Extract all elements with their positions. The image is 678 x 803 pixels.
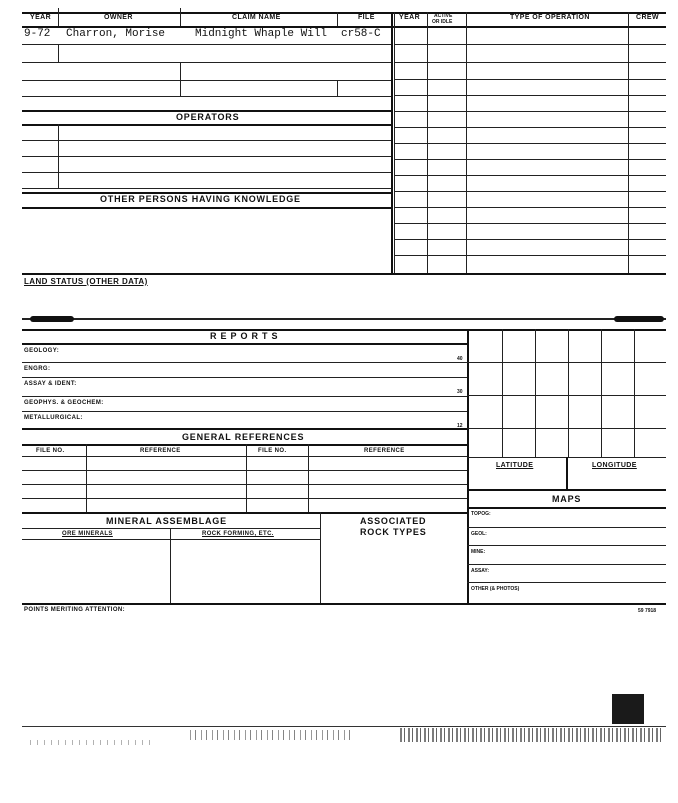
header-year: YEAR [30,14,52,21]
general-references-title: GENERAL REFERENCES [182,432,305,442]
header-active: ACTIVE [434,13,453,19]
row1-year: 9-72 [24,28,51,40]
report-row-metallurgical: METALLURGICAL: [24,415,83,421]
report-num-assay: 30 [457,389,463,395]
latitude-label: LATITUDE [496,462,534,469]
scan-noise-left [30,740,150,745]
form-number: 59 7918 [638,608,657,614]
genref-header-file-no-2: FILE NO. [258,448,287,454]
separator-band [22,318,666,320]
associated-rock-types-1: ASSOCIATED [360,516,427,526]
associated-rock-types-2: ROCK TYPES [360,527,427,537]
mineral-assemblage-title: MINERAL ASSEMBLAGE [106,516,227,526]
report-row-engrg: ENGRG: [24,366,51,372]
report-num-geology: 40 [457,356,463,362]
scan-dark-block [612,694,644,724]
genref-header-reference-1: REFERENCE [140,448,181,454]
report-row-geophys: GEOPHYS. & GEOCHEM: [24,400,104,406]
rock-forming-header: ROCK FORMING, ETC. [202,531,274,537]
maps-other-photos: OTHER (& PHOTOS) [471,586,520,592]
scan-line [22,726,666,727]
maps-geol: GEOL: [471,531,487,537]
header-year-right: YEAR [399,14,421,21]
operators-title: OPERATORS [176,112,240,122]
maps-assay: ASSAY: [471,568,490,574]
header-crew: CREW [636,14,659,21]
scan-noise-right [400,728,664,742]
report-num-metallurgical: 12 [457,423,463,429]
band-mark-left [30,316,74,322]
report-row-geology: GEOLOGY: [24,348,60,354]
points-meriting-label: POINTS MERITING ATTENTION: [24,607,126,613]
genref-header-reference-2: REFERENCE [364,448,405,454]
reports-title: REPORTS [210,331,282,341]
maps-mine: MINE: [471,549,486,555]
band-mark-right [614,316,664,322]
header-type-of-operation: TYPE OF OPERATION [510,14,590,21]
row1-file: cr58-C [341,28,381,40]
land-status-label: LAND STATUS (OTHER DATA) [24,277,148,286]
header-or-idle: OR IDLE [432,19,453,25]
genref-header-file-no-1: FILE NO. [36,448,65,454]
ore-minerals-header: ORE MINERALS [62,531,113,537]
header-owner: OWNER [104,14,133,21]
maps-topog: TOPOG: [471,511,491,517]
row1-claim-name: Midnight Whaple Will [195,28,328,40]
header-file: FILE [358,14,375,21]
other-persons-title: OTHER PERSONS HAVING KNOWLEDGE [100,194,301,204]
longitude-label: LONGITUDE [592,462,637,469]
row1-owner: Charron, Morise [66,28,166,40]
report-row-assay: ASSAY & IDENT: [24,381,77,387]
maps-title: MAPS [552,494,582,504]
scan-noise-mid [190,730,350,740]
header-claim-name: CLAIM NAME [232,14,281,21]
